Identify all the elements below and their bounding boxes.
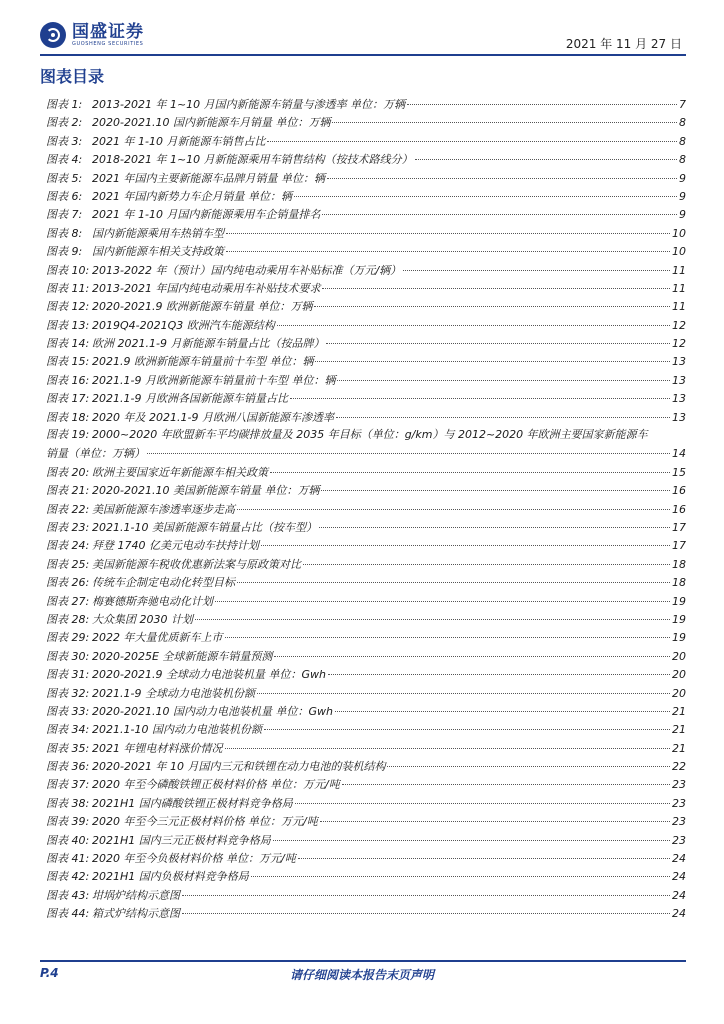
toc-entry-page: 10 <box>672 226 686 240</box>
toc-entry-page: 11 <box>672 300 686 314</box>
toc-entry-label: 图表 36: <box>46 760 90 774</box>
toc-entry-title: 传统车企制定电动化转型目标 <box>92 576 235 590</box>
toc-entry-page: 8 <box>679 153 686 167</box>
toc-entry-page: 13 <box>672 355 686 369</box>
toc-entry-label: 图表 17: <box>46 392 90 406</box>
toc-leader-dots <box>226 239 670 252</box>
toc-entry-label: 图表 38: <box>46 796 90 810</box>
toc-entry-page: 16 <box>672 502 686 516</box>
toc-entry-label: 图表 8: <box>46 226 83 240</box>
toc-entry-page: 9 <box>679 171 686 185</box>
toc-entry-label: 图表 31: <box>46 668 90 682</box>
toc-leader-dots <box>182 901 670 914</box>
toc-leader-dots <box>387 754 670 767</box>
toc-entry-title: 2020 年至今负极材料价格 单位：万元/吨 <box>92 852 296 866</box>
toc-entry-title: 国内新能源车相关支持政策 <box>92 245 224 259</box>
company-logo <box>40 22 144 48</box>
toc-entry-title: 2021.1-10 国内动力电池装机份额 <box>92 723 262 737</box>
toc-entry-label: 图表 10: <box>46 263 90 277</box>
toc-entry-title: 2013-2021 年国内纯电动乘用车补贴技术要求 <box>92 281 321 295</box>
toc-entry-title: 2021H1 国内负极材料竞争格局 <box>92 870 249 884</box>
toc-entry-title: 2021 年 1-10 月新能源车销售占比 <box>92 134 266 148</box>
toc-entry-title: 美国新能源车渗透率逐步走高 <box>92 502 235 516</box>
logo-icon <box>40 22 66 48</box>
toc-entry-label: 图表 33: <box>46 704 90 718</box>
toc-entry-page: 14 <box>672 447 686 461</box>
toc-entry-label: 图表 7: <box>46 208 83 222</box>
toc-entry-title: 2021.1-10 美国新能源车销量占比（按车型） <box>92 521 317 534</box>
toc-entry-title: 欧洲 2021.1-9 月新能源车销量占比（按品牌） <box>92 337 325 351</box>
disclaimer-note: 请仔细阅读本报告末页声明 <box>289 968 434 982</box>
toc-entry-page: 23 <box>672 815 686 829</box>
toc-entry-title: 2020 年至今三元正极材料价格 单位：万元/吨 <box>92 815 318 829</box>
toc-entry-title: 坩埚炉结构示意图 <box>92 888 180 902</box>
toc-leader-dots <box>147 441 670 454</box>
logo-text <box>72 23 144 48</box>
toc-entry-title: 2020-2021.10 国内新能源车月销量 单位：万辆 <box>92 116 331 130</box>
table-of-figures <box>46 95 686 923</box>
toc-entry-title: 大众集团 2030 计划 <box>92 612 193 626</box>
toc-entry-title: 2019Q4-2021Q3 欧洲汽车能源结构 <box>92 318 275 332</box>
toc-entry-label: 图表 5: <box>46 171 83 185</box>
toc-entry-label: 图表 39: <box>46 815 90 829</box>
toc-entry-title: 2021.1-9 月欧洲各国新能源车销量占比 <box>92 392 288 406</box>
toc-entry-label: 图表 4: <box>46 153 83 167</box>
toc-entry-title: 2021H1 国内三元正极材料竞争格局 <box>92 833 271 847</box>
toc-entry-page: 23 <box>672 833 686 847</box>
toc-leader-dots <box>319 515 670 528</box>
toc-leader-dots <box>303 552 670 565</box>
toc-entry-page: 24 <box>672 888 686 902</box>
toc-entry-label: 图表 14: <box>46 337 90 351</box>
toc-entry-title: 2020-2021.9 欧洲新能源车销量 单位：万辆 <box>92 300 313 314</box>
toc-leader-dots <box>320 809 670 822</box>
toc-entry-label: 图表 23: <box>46 521 90 534</box>
toc-entry-page: 20 <box>672 649 686 663</box>
toc-leader-dots <box>298 846 670 859</box>
toc-leader-dots <box>264 717 670 730</box>
toc-entry-title: 欧洲主要国家近年新能源车相关政策 <box>92 465 268 479</box>
toc-entry-page: 19 <box>672 631 686 645</box>
toc-entry-label: 图表 16: <box>46 373 90 387</box>
toc-leader-dots <box>337 368 670 381</box>
toc-leader-dots <box>294 184 677 197</box>
toc-leader-dots <box>326 331 670 344</box>
toc-entry-title: 2020 年至今磷酸铁锂正极材料价格 单位：万元/吨 <box>92 778 340 792</box>
toc-entry-title: 2013-2021 年 1~10 月国内新能源车销量与渗透率 单位：万辆 <box>92 98 406 111</box>
toc-entry-label: 图表 40: <box>46 833 90 847</box>
toc-entry-title: 拜登 1740 亿美元电动车扶持计划 <box>92 539 259 553</box>
toc-leader-dots <box>226 221 670 234</box>
toc-leader-dots <box>295 791 670 804</box>
toc-entry-title: 2021.1-9 全球动力电池装机份额 <box>92 686 255 700</box>
toc-entry-page: 20 <box>672 668 686 682</box>
toc-entry-label: 图表 34: <box>46 723 90 737</box>
toc-leader-dots <box>322 276 670 289</box>
toc-entry-page: 17 <box>672 521 686 534</box>
toc-leader-dots <box>322 202 677 215</box>
toc-entry-page: 24 <box>672 907 686 921</box>
toc-entry-page: 21 <box>672 723 686 737</box>
toc-entry-label: 图表 13: <box>46 318 90 332</box>
toc-entry-label: 图表 18: <box>46 410 90 424</box>
toc-entry-title: 2000~2020 年欧盟新车平均碳排放量及 2035 年目标（单位：g/km）与 2012~2020 年欧洲主要国家新能源车 <box>92 428 648 442</box>
toc-entry-title: 2021.1-9 月欧洲新能源车销量前十车型 单位：辆 <box>92 373 336 387</box>
page-number: P.4 <box>40 966 59 980</box>
toc-entry-page: 23 <box>672 796 686 810</box>
toc-entry-label: 图表 3: <box>46 134 83 148</box>
toc-entry-label: 图表 37: <box>46 778 90 792</box>
toc-entry-page: 23 <box>672 778 686 792</box>
toc-leader-dots <box>328 662 670 675</box>
toc-entry-label: 图表 22: <box>46 502 90 516</box>
toc-entry-page: 15 <box>672 465 686 479</box>
toc-leader-dots <box>267 129 677 142</box>
toc-entry[interactable] <box>46 904 686 922</box>
toc-entry-page: 18 <box>672 576 686 590</box>
toc-entry-page: 12 <box>672 337 686 351</box>
toc-leader-dots <box>277 313 670 326</box>
toc-leader-dots <box>225 736 671 749</box>
toc-entry-label: 图表 1: <box>46 98 83 111</box>
report-date: 2021 年 11 月 27 日 <box>565 37 682 51</box>
toc-leader-dots <box>290 386 670 399</box>
toc-entry-label: 图表 43: <box>46 888 90 902</box>
toc-entry-page: 17 <box>672 539 686 553</box>
toc-leader-dots <box>215 589 670 602</box>
header-divider <box>40 54 686 56</box>
toc-entry-page: 22 <box>672 760 686 774</box>
toc-entry-title: 2021 年锂电材料涨价情况 <box>92 741 223 755</box>
toc-entry-label: 图表 15: <box>46 355 90 369</box>
toc-leader-dots <box>182 883 670 896</box>
toc-leader-dots <box>274 644 670 657</box>
toc-entry-title: 2021 年国内主要新能源车品牌月销量 单位：辆 <box>92 171 325 185</box>
toc-leader-dots <box>342 772 670 785</box>
toc-entry-title: 2022 年大量优质新车上市 <box>92 631 223 645</box>
footer-divider <box>40 960 686 962</box>
toc-entry-page: 24 <box>672 852 686 866</box>
toc-entry-label: 图表 11: <box>46 281 90 295</box>
toc-entry-label: 图表 12: <box>46 300 90 314</box>
toc-entry-page: 20 <box>672 686 686 700</box>
toc-entry-label: 图表 29: <box>46 631 90 645</box>
toc-leader-dots <box>273 828 670 841</box>
toc-leader-dots <box>332 110 677 123</box>
toc-leader-dots <box>261 533 670 546</box>
toc-entry-page: 10 <box>672 245 686 259</box>
toc-entry-page: 19 <box>672 594 686 608</box>
toc-entry-title: 2013-2022 年（预计）国内纯电动乘用车补贴标准（万元/辆） <box>92 263 402 277</box>
toc-entry-label: 图表 6: <box>46 189 83 203</box>
toc-entry-page: 9 <box>679 189 686 203</box>
toc-leader-dots <box>225 625 671 638</box>
toc-entry-title: 2021 年国内新势力车企月销量 单位：辆 <box>92 189 292 203</box>
toc-entry-title-cont: 销量（单位：万辆） <box>46 447 145 461</box>
toc-entry-page: 7 <box>679 98 686 111</box>
toc-entry-page: 18 <box>672 557 686 571</box>
logo-name-cn: 国盛证券 <box>72 21 144 42</box>
toc-entry-label: 图表 19: <box>46 428 90 442</box>
toc-entry-title: 美国新能源车税收优惠新法案与原政策对比 <box>92 557 301 571</box>
logo-name-en: GUOSHENG SECURITIES <box>72 40 144 47</box>
toc-entry-page: 16 <box>672 484 686 498</box>
toc-entry-page: 13 <box>672 392 686 406</box>
toc-entry-label: 图表 24: <box>46 539 90 553</box>
toc-entry-label: 图表 28: <box>46 612 90 626</box>
toc-leader-dots <box>257 681 670 694</box>
toc-leader-dots <box>270 460 670 473</box>
toc-entry-label: 图表 44: <box>46 907 90 921</box>
toc-entry-page: 9 <box>679 208 686 222</box>
toc-entry[interactable] <box>46 426 686 463</box>
toc-leader-dots <box>251 864 670 877</box>
toc-entry-title: 2020-2021 年 10 月国内三元和铁锂在动力电池的装机结构 <box>92 760 386 774</box>
toc-entry-label: 图表 21: <box>46 484 90 498</box>
toc-leader-dots <box>403 258 670 271</box>
toc-leader-dots <box>195 607 670 620</box>
toc-entry-label: 图表 41: <box>46 852 90 866</box>
toc-entry-page: 13 <box>672 410 686 424</box>
toc-leader-dots <box>336 405 670 418</box>
toc-entry-label: 图表 30: <box>46 649 90 663</box>
toc-entry[interactable] <box>46 408 686 426</box>
toc-entry-page: 21 <box>672 741 686 755</box>
toc-leader-dots <box>237 497 670 510</box>
toc-entry-title: 2021H1 国内磷酸铁锂正极材料竞争格局 <box>92 796 293 810</box>
toc-leader-dots <box>327 166 677 179</box>
toc-entry-page: 11 <box>672 263 686 277</box>
toc-entry-title: 2018-2021 年 1~10 月新能源乘用车销售结构（按技术路线分） <box>92 153 413 167</box>
toc-entry-page: 13 <box>672 373 686 387</box>
toc-entry-title: 2020-2025E 全球新能源车销量预测 <box>92 649 273 663</box>
toc-entry-page: 12 <box>672 318 686 332</box>
toc-leader-dots <box>315 349 670 362</box>
toc-leader-dots <box>415 147 677 160</box>
toc-entry-title: 2020 年及 2021.1-9 月欧洲八国新能源车渗透率 <box>92 410 334 424</box>
toc-entry-title: 2020-2021.9 全球动力电池装机量 单位：Gwh <box>92 668 326 682</box>
page-header <box>0 0 724 56</box>
toc-entry-label: 图表 9: <box>46 245 83 259</box>
toc-leader-dots <box>237 570 670 583</box>
toc-entry-title: 梅赛德斯奔驰电动化计划 <box>92 594 213 608</box>
toc-entry-label: 图表 2: <box>46 116 83 130</box>
toc-entry-label: 图表 42: <box>46 870 90 884</box>
toc-entry-page: 11 <box>672 281 686 295</box>
toc-entry-page: 8 <box>679 116 686 130</box>
toc-leader-dots <box>314 294 670 307</box>
toc-entry-title: 2020-2021.10 美国新能源车销量 单位：万辆 <box>92 484 320 498</box>
toc-entry-title: 箱式炉结构示意图 <box>92 907 180 921</box>
toc-entry-page: 8 <box>679 134 686 148</box>
toc-leader-dots <box>407 92 677 105</box>
toc-entry-label: 图表 32: <box>46 686 90 700</box>
toc-entry-page: 24 <box>672 870 686 884</box>
toc-entry-title: 2021 年 1-10 月国内新能源乘用车企销量排名 <box>92 208 321 222</box>
toc-entry-page: 19 <box>672 612 686 626</box>
toc-entry-label: 图表 26: <box>46 576 90 590</box>
toc-entry-label: 图表 35: <box>46 741 90 755</box>
toc-entry-label: 图表 20: <box>46 465 90 479</box>
toc-entry-title: 2021.9 欧洲新能源车销量前十车型 单位：辆 <box>92 355 314 369</box>
toc-leader-dots <box>335 699 670 712</box>
section-title: 图表目录 <box>40 67 105 86</box>
toc-entry-page: 21 <box>672 704 686 718</box>
toc-entry-title: 2020-2021.10 国内动力电池装机量 单位：Gwh <box>92 704 333 718</box>
toc-entry-title: 国内新能源乘用车热销车型 <box>92 226 224 240</box>
toc-entry-label: 图表 27: <box>46 594 90 608</box>
toc-entry-label: 图表 25: <box>46 557 90 571</box>
toc-leader-dots <box>321 478 670 491</box>
